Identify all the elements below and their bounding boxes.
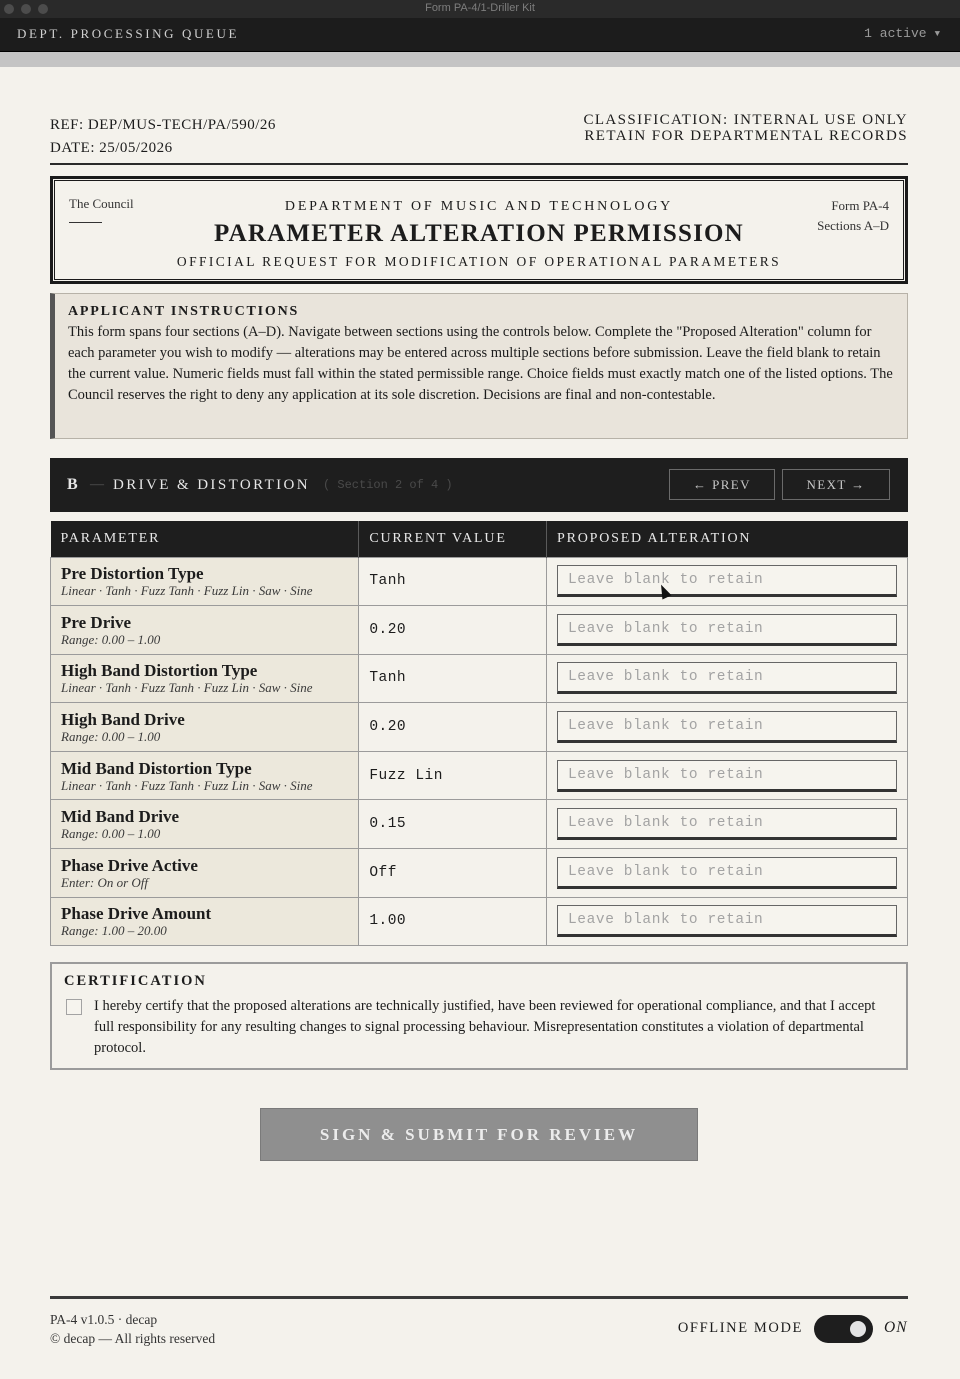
ref-date: DATE: 25/05/2026 [50, 140, 173, 156]
certification-heading: CERTIFICATION [64, 973, 207, 989]
current-value: Off [359, 849, 547, 898]
close-window-icon[interactable] [4, 4, 14, 14]
parameter-constraint: Enter: On or Off [61, 874, 149, 890]
parameter-cell [51, 703, 359, 752]
parameter-constraint: Range: 0.00 – 1.00 [61, 826, 161, 842]
alteration-input[interactable] [557, 565, 897, 597]
instructions-body: This form spans four sections (A–D). Navigate between sections using the controls below. Complete the "Proposed Alteration" column for each parameter you wish to modify — alterations may be entered across multiple sections before submission. Leave the field blank to retain the current value. Numeric fields must fall within the stated permissible range. Choice fields must exactly match one of the listed options. The Council reserves the right to deny any application at its sole discretion. Decisions are final and non-contestable. [68, 324, 893, 403]
minimize-window-icon[interactable] [21, 4, 31, 14]
parameter-constraint: Range: 1.00 – 20.00 [61, 923, 167, 939]
parameter-cell [51, 800, 359, 849]
window-controls[interactable] [4, 4, 48, 14]
header-current-value: CURRENT VALUE [359, 521, 547, 557]
section-name: DRIVE & DISTORTION [113, 477, 311, 493]
alteration-input[interactable] [557, 808, 897, 840]
prev-section-button[interactable]: ← PREV [669, 469, 775, 500]
parameter-cell [51, 557, 359, 606]
parameter-cell [51, 849, 359, 898]
parameter-name: Phase Drive Amount [61, 904, 212, 924]
current-value: Tanh [359, 557, 547, 606]
alteration-cell [546, 557, 907, 606]
page-subtitle: OFFICIAL REQUEST FOR MODIFICATION OF OPERATIONAL PARAMETERS [176, 254, 782, 269]
parameter-name: High Band Distortion Type [61, 661, 258, 681]
parameter-name: Phase Drive Active [61, 855, 198, 875]
parameter-cell [51, 751, 359, 800]
table-row [51, 654, 908, 703]
alteration-cell [546, 897, 907, 946]
parameter-constraint: Range: 0.00 – 1.00 [61, 631, 161, 647]
chevron-down-icon: ▼ [934, 29, 940, 39]
parameter-constraint: Linear · Tanh · Fuzz Tanh · Fuzz Lin · Saw · Sine [61, 583, 313, 599]
parameter-cell [51, 606, 359, 655]
table-row [51, 557, 908, 606]
table-row [51, 800, 908, 849]
parameter-name: Pre Distortion Type [61, 564, 204, 584]
parameter-name: Mid Band Distortion Type [61, 758, 252, 778]
parameter-cell [51, 654, 359, 703]
classification-line: CLASSIFICATION: INTERNAL USE ONLY [583, 112, 908, 128]
reference-block [50, 114, 276, 160]
queue-status-label: 1 active [864, 26, 927, 41]
applicant-instructions [50, 293, 908, 439]
version-label: PA-4 v1.0.5 · decap [50, 1312, 158, 1327]
parameter-name: High Band Drive [61, 710, 185, 730]
section-bar [50, 458, 908, 512]
offline-mode-label: OFFLINE MODE [677, 1320, 803, 1336]
copyright-label: © decap — All rights reserved [50, 1331, 216, 1346]
parameter-constraint: Linear · Tanh · Fuzz Tanh · Fuzz Lin · Saw · Sine [61, 680, 313, 696]
certification-row [64, 996, 894, 1059]
certification-checkbox[interactable] [66, 999, 82, 1015]
table-row [51, 897, 908, 946]
alteration-cell [546, 606, 907, 655]
offline-mode-state: ON [884, 1319, 908, 1336]
header-proposed-alteration: PROPOSED ALTERATION [546, 521, 907, 557]
alteration-input[interactable] [557, 905, 897, 937]
section-dash: — [90, 477, 104, 492]
table-row [51, 751, 908, 800]
alteration-cell [546, 654, 907, 703]
window-titlebar [0, 0, 960, 18]
page-title: PARAMETER ALTERATION PERMISSION [214, 220, 744, 247]
parameter-constraint: Range: 0.00 – 1.00 [61, 729, 161, 745]
parameter-name: Mid Band Drive [61, 807, 180, 827]
alteration-input[interactable] [557, 662, 897, 694]
form-title-box [50, 176, 908, 284]
footer-rule [50, 1296, 908, 1299]
parameter-name: Pre Drive [61, 612, 132, 632]
current-value: Fuzz Lin [359, 751, 547, 800]
section-letter: B [67, 476, 78, 493]
alteration-input[interactable] [557, 760, 897, 792]
form-sections: Sections A–D [817, 218, 889, 233]
ref-number: REF: DEP/MUS-TECH/PA/590/26 [50, 117, 276, 133]
alteration-input[interactable] [557, 711, 897, 743]
current-value: Tanh [359, 654, 547, 703]
form-id: Form PA-4 [831, 198, 889, 213]
classification-block [583, 112, 908, 144]
parameter-cell [51, 897, 359, 946]
certification-text: I hereby certify that the proposed alterations are technically justified, have been reviewed for operational compliance, and that I accept full responsibility for any resulting changes to signal processing behaviour. Misrepresentation constitutes a violation of departmental protocol. [94, 998, 876, 1056]
alteration-cell [546, 800, 907, 849]
alteration-cell [546, 703, 907, 752]
issuer-label: The Council [69, 196, 134, 211]
table-row [51, 606, 908, 655]
current-value: 0.20 [359, 606, 547, 655]
current-value: 1.00 [359, 897, 547, 946]
sign-submit-button[interactable]: SIGN & SUBMIT FOR REVIEW [260, 1108, 698, 1161]
department-name: DEPARTMENT OF MUSIC AND TECHNOLOGY [284, 199, 674, 214]
queue-title: DEPT. PROCESSING QUEUE [17, 26, 239, 41]
footer-info [50, 1310, 215, 1348]
table-header-row [51, 521, 908, 557]
table-row [51, 849, 908, 898]
zoom-window-icon[interactable] [38, 4, 48, 14]
divider-strip [0, 52, 960, 67]
parameter-constraint: Linear · Tanh · Fuzz Tanh · Fuzz Lin · Saw · Sine [61, 777, 313, 793]
window-title: Form PA-4/1-Driller Kit [425, 2, 535, 14]
queue-bar [0, 18, 960, 52]
current-value: 0.20 [359, 703, 547, 752]
offline-mode-toggle[interactable] [814, 1315, 873, 1343]
certification-box [50, 962, 908, 1070]
retention-line: RETAIN FOR DEPARTMENTAL RECORDS [584, 128, 908, 144]
alteration-cell [546, 849, 907, 898]
current-value: 0.15 [359, 800, 547, 849]
parameter-table [50, 521, 908, 946]
alteration-input[interactable] [557, 614, 897, 646]
queue-status-dropdown[interactable] [864, 18, 940, 50]
instructions-heading: APPLICANT INSTRUCTIONS [68, 304, 300, 319]
next-section-button[interactable]: NEXT → [782, 469, 890, 500]
alteration-cell [546, 751, 907, 800]
alteration-input[interactable] [557, 857, 897, 889]
header-rule [50, 163, 908, 165]
header-parameter: PARAMETER [51, 521, 359, 557]
toggle-knob [850, 1321, 866, 1337]
section-counter: ( Section 2 of 4 ) [323, 478, 453, 492]
table-row [51, 703, 908, 752]
